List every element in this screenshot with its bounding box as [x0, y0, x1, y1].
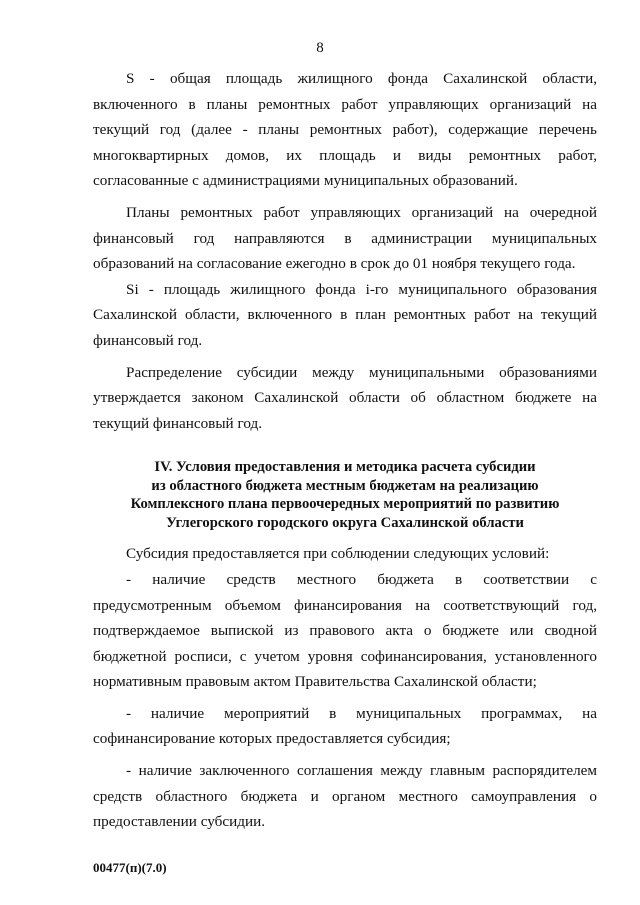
- paragraph-condition-programs: - наличие мероприятий в муниципальных программах, на софинансирование которых предоставляется субсидия;: [93, 704, 597, 748]
- heading-line: IV. Условия предоставления и методика расчета субсидии: [154, 459, 536, 476]
- heading-line: Комплексного плана первоочередных мероприятий по развитию: [130, 496, 560, 513]
- document-code: 00477(п)(7.0): [93, 860, 167, 875]
- page-number: 8: [316, 40, 324, 56]
- heading-line: из областного бюджета местным бюджетам на реализацию: [151, 477, 539, 494]
- document-body: [93, 66, 597, 835]
- heading-line: Углегорского городского округа Сахалинской области: [166, 514, 524, 531]
- section-heading: [93, 458, 597, 532]
- paragraph-conditions-intro: Субсидия предоставляется при соблюдении следующих условий:: [126, 545, 550, 563]
- paragraph-area-definition: S - общая площадь жилищного фонда Сахалинской области, включенного в планы ремонтных работ управляющих организаций на текущий год (далее - планы ремонтных работ), содержащие перечень многоквартирных домов, их площадь и виды ремонтных работ, согласованные с администрациями муниципальных образований.: [93, 70, 597, 190]
- paragraph-repair-plans: Планы ремонтных работ управляющих организаций на очередной финансовый год направляются в администрации муниципальных образований на согласование ежегодно в срок до 01 ноября текущего года.: [93, 203, 597, 273]
- paragraph-condition-budget: - наличие средств местного бюджета в соответствии с предусмотренным объемом финансирования на соответствующий год, подтверждаемое выпиской из правового акта о бюджете или сводной бюджетной росписи, с учетом уровня софинансирования, установленного нормативным правовым актом Правительства Сахалинской области;: [93, 570, 597, 691]
- paragraph-si-definition: Si - площадь жилищного фонда i-го муниципального образования Сахалинской области, включенного в план ремонтных работ на текущий финансовый год.: [93, 280, 597, 349]
- paragraph-distribution: Распределение субсидии между муниципальными образованиями утверждается законом Сахалинской области об областном бюджете на текущий финансовый год.: [93, 363, 597, 432]
- paragraph-condition-agreement: - наличие заключенного соглашения между главным распорядителем средств областного бюджета и органом местного самоуправления о предоставлении субсидии.: [93, 762, 597, 831]
